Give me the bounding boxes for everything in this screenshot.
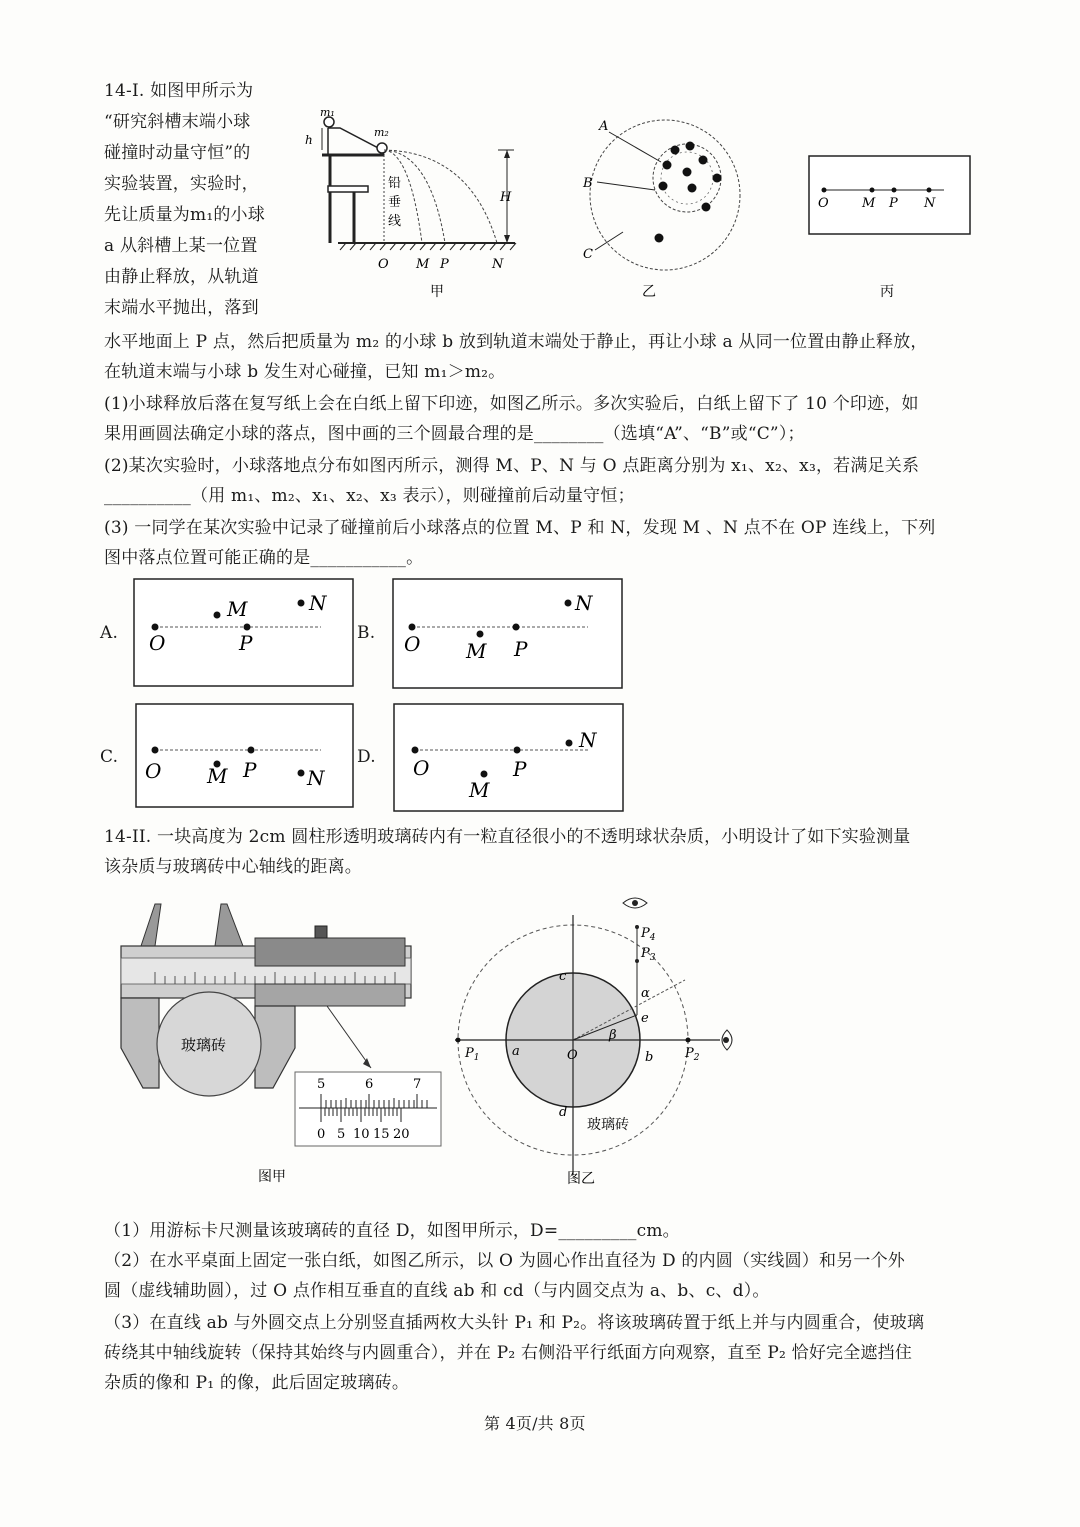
text-line: a 从斜槽上某一位置 — [104, 236, 258, 256]
text-line: 在轨道末端与小球 b 发生对心碰撞，已知 m₁＞m₂。 — [104, 362, 506, 382]
text-line: 末端水平抛出，落到 — [104, 298, 259, 318]
text-line: 先让质量为m₁的小球 — [104, 205, 265, 225]
jia-N: N — [492, 257, 504, 272]
figure-yi-circles — [575, 110, 725, 300]
text-line: 14-I. 如图甲所示为 — [104, 81, 254, 101]
optics-beta: β — [609, 1028, 617, 1043]
optics-P2: $P_2$ — [685, 1046, 700, 1063]
text-line: 实验装置，实验时， — [104, 174, 259, 194]
jia-O: O — [378, 257, 389, 272]
q14-2-part3 — [104, 1308, 924, 1398]
q14-2-part1: （1）用游标卡尺测量该玻璃砖的直径 D，如图甲所示，D=_________cm。 — [104, 1221, 680, 1241]
text-line: 杂质的像和 P₁ 的像，此后固定玻璃砖。 — [104, 1373, 410, 1393]
optC-N: N — [307, 766, 325, 790]
optics-glass-label: 玻璃砖 — [587, 1117, 629, 1133]
jia-P: P — [440, 257, 449, 272]
plumb-label-2: 垂 — [388, 195, 402, 210]
text-line: (1)小球释放后落在复写纸上会在白纸上留下印迹，如图乙所示。多次实验后，白纸上留下了 10 个印迹，如 — [104, 394, 919, 414]
figure-optics — [455, 885, 755, 1190]
optics-a: a — [512, 1044, 520, 1059]
optA-N: N — [309, 591, 327, 615]
text-line: 图中落点位置可能正确的是___________。 — [104, 548, 424, 568]
optC-M: M — [207, 764, 228, 788]
optC-O: O — [145, 759, 162, 783]
main-scale-5: 5 — [317, 1077, 326, 1092]
optA-O: O — [149, 631, 166, 655]
page-number: 第 4页/共 8页 — [484, 1414, 586, 1433]
q14-2-part2 — [104, 1246, 905, 1306]
option-C-box[interactable] — [135, 703, 355, 809]
text-line: （2）在水平桌面上固定一张白纸，如图乙所示，以 O 为圆心作出直径为 D 的内圆（实线圆）和另一个外 — [104, 1251, 905, 1271]
optD-M: M — [469, 778, 490, 802]
bing-caption: 丙 — [880, 284, 894, 300]
yi-A: A — [599, 119, 609, 134]
optics-P4: $P_4$ — [641, 926, 656, 943]
text-line: 由静止释放，从轨道 — [104, 267, 259, 287]
optics-P3: $P_3$ — [641, 946, 656, 963]
vernier-0: 0 — [317, 1127, 326, 1142]
h-label: h — [305, 133, 313, 147]
optB-O: O — [404, 632, 421, 656]
optB-M: M — [466, 639, 487, 663]
text-line: (2)某次实验时，小球落地点分布如图丙所示，测得 M、P、N 与 O 点距离分别为 x₁、x₂、x₃，若满足关系 — [104, 456, 920, 476]
caliper-caption: 图甲 — [258, 1169, 286, 1185]
text-line: (3) 一同学在某次实验中记录了碰撞前后小球落点的位置 M、P 和 N，发现 M 、N 点不在 OP 连线上，下列 — [104, 518, 936, 538]
bing-N: N — [924, 196, 936, 211]
optC-P: P — [243, 758, 257, 782]
optics-O: O — [567, 1048, 578, 1063]
optics-alpha: α — [641, 986, 650, 1001]
bing-M: M — [862, 196, 876, 211]
option-D-box[interactable] — [393, 703, 625, 813]
q14-1-part3 — [104, 513, 936, 573]
jia-M: M — [416, 257, 430, 272]
H-label: H — [500, 190, 512, 205]
option-B-box[interactable] — [392, 578, 624, 690]
optA-P: P — [239, 631, 253, 655]
bing-O: O — [818, 196, 829, 211]
yi-B: B — [583, 176, 593, 191]
vernier-15: 15 — [373, 1127, 390, 1142]
text-line: 圆（虚线辅助圆），过 O 点作相互垂直的直线 ab 和 cd（与内圆交点为 a、b、c、d）。 — [104, 1281, 770, 1301]
optD-O: O — [413, 756, 430, 780]
m2-label: m₂ — [374, 126, 389, 139]
text-line: 14-II. 一块高度为 2cm 圆柱形透明玻璃砖内有一粒直径很小的不透明球状杂质，小明设计了如下实验测量 — [104, 827, 911, 847]
optB-N: N — [575, 591, 593, 615]
q14-1-intro — [104, 76, 265, 324]
optB-P: P — [514, 637, 528, 661]
figure-caliper — [115, 898, 455, 1194]
optA-M: M — [227, 597, 248, 621]
text-line: “研究斜槽末端小球 — [104, 112, 251, 132]
optics-c: c — [559, 969, 567, 984]
vernier-5: 5 — [337, 1127, 346, 1142]
text-line: 碰撞时动量守恒”的 — [104, 143, 251, 163]
text-line: 砖绕其中轴线旋转（保持其始终与内圆重合），并在 P₂ 右侧沿平行纸面方向观察，直至 P₂ 恰好完全遮挡住 — [104, 1343, 913, 1363]
figure-bing — [808, 155, 972, 300]
optics-b: b — [645, 1050, 654, 1065]
optics-e: e — [641, 1011, 649, 1026]
text-line: 果用画圆法确定小球的落点，图中画的三个圆最合理的是________（选填“A”、“B”或“C”）； — [104, 424, 805, 444]
option-A-letter[interactable]: A. — [100, 623, 119, 643]
optD-P: P — [513, 757, 527, 781]
main-scale-7: 7 — [413, 1077, 422, 1092]
q14-1-part2 — [104, 451, 919, 511]
m1-label: m₁ — [320, 106, 335, 119]
yi-caption: 乙 — [642, 284, 656, 300]
figure-jia-apparatus — [300, 100, 530, 300]
caliper-glass-label: 玻璃砖 — [181, 1036, 227, 1054]
text-line: 该杂质与玻璃砖中心轴线的距离。 — [104, 857, 362, 877]
text-line: （3）在直线 ab 与外圆交点上分别竖直插两枚大头针 P₁ 和 P₂。将该玻璃砖置于纸上并与内圆重合，使玻璃 — [104, 1313, 925, 1333]
main-scale-6: 6 — [365, 1077, 374, 1092]
option-C-letter[interactable]: C. — [100, 747, 119, 767]
q14-1-part1 — [104, 389, 919, 449]
option-B-letter[interactable]: B. — [357, 623, 376, 643]
optics-d: d — [559, 1105, 568, 1120]
vernier-10: 10 — [353, 1127, 370, 1142]
text-line: __________（用 m₁、m₂、x₁、x₂、x₃ 表示），则碰撞前后动量守恒； — [104, 486, 635, 506]
yi-C: C — [583, 247, 593, 262]
bing-P: P — [889, 196, 898, 211]
q14-1-continuation — [104, 327, 928, 387]
jia-caption: 甲 — [430, 284, 444, 300]
plumb-label-1: 铅 — [388, 176, 402, 191]
text-line: 水平地面上 P 点，然后把质量为 m₂ 的小球 b 放到轨道末端处于静止，再让小球 a 从同一位置由静止释放， — [104, 332, 928, 352]
plumb-label-3: 线 — [388, 214, 402, 229]
optics-caption: 图乙 — [567, 1171, 595, 1187]
optD-N: N — [579, 728, 597, 752]
optics-P1: $P_1$ — [465, 1046, 480, 1063]
q14-2-intro — [104, 822, 910, 882]
option-D-letter[interactable]: D. — [357, 747, 376, 767]
option-A-box[interactable] — [133, 578, 355, 688]
vernier-20: 20 — [393, 1127, 410, 1142]
